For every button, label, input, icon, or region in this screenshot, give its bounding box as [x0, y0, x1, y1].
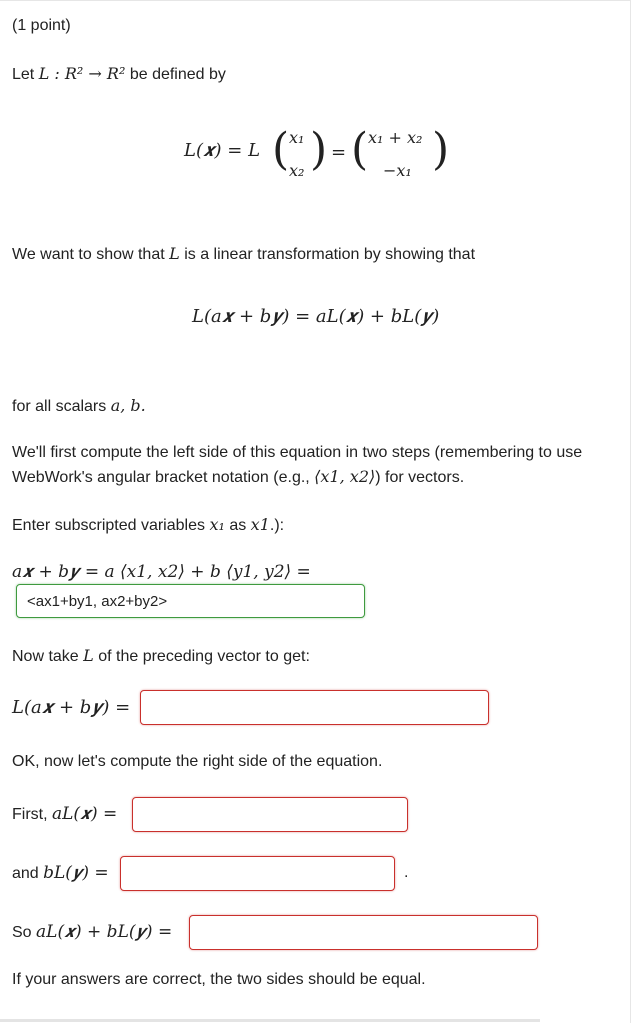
q3-answer-input[interactable] [132, 797, 408, 832]
subscript-note [12, 515, 284, 535]
plain-example: x1 [250, 515, 270, 534]
vector-in-x2: x₂ [289, 161, 305, 180]
q5-label: aL(𝒙) + bL(𝒚) = [36, 922, 173, 942]
scalars-line [12, 396, 146, 416]
paren-left-1: ( [272, 124, 290, 175]
subscript-text-2: as [224, 517, 251, 534]
q3-label-row [12, 804, 117, 824]
q3-label: aL(𝒙) = [52, 804, 118, 824]
subscript-example: x₁ [209, 515, 225, 534]
bracket-example: ⟨x1, x2⟩ [314, 467, 376, 486]
q2-intro-L: L [83, 646, 94, 665]
q5-answer-input[interactable] [189, 915, 538, 950]
q2-intro-text-end: of the preceding vector to get: [93, 648, 310, 665]
vector-out-row1: x₁ + x₂ [368, 128, 423, 147]
definition-lhs: L(𝒙) = L [184, 140, 261, 161]
q2-label: L(a𝒙 + b𝒚) = [12, 697, 131, 718]
paren-right-1: ) [310, 124, 328, 175]
q2-intro-text: Now take [12, 648, 84, 665]
bottom-divider [0, 1019, 540, 1022]
q2-answer-input[interactable] [140, 690, 489, 725]
linearity-equation: L(a𝒙 + b𝒚) = aL(𝒙) + bL(𝒚) [192, 306, 440, 327]
footer-note: If your answers are correct, the two sides should be equal. [12, 971, 426, 988]
paren-left-2: ( [351, 124, 369, 175]
definition-equals: = [331, 142, 347, 163]
points-label: (1 point) [12, 17, 71, 34]
right-side-intro: OK, now let's compute the right side of the equation. [12, 753, 383, 770]
steps-line-1: We'll first compute the left side of this equation in two steps (remembering to use [12, 444, 583, 461]
scalars-vars: a, b. [110, 396, 146, 415]
q1-answer-input[interactable] [16, 584, 365, 618]
steps-text: WebWork's angular bracket notation (e.g., [12, 469, 315, 486]
q4-label: bL(𝒚) = [43, 863, 109, 883]
steps-text-end: ) for vectors. [375, 469, 465, 486]
vector-in-x1: x₁ [289, 128, 305, 147]
intro-text: Let [12, 66, 39, 83]
scalars-text: for all scalars [12, 398, 111, 415]
q1-answer-value: <ax1+by1, ax2+by2> [27, 592, 168, 610]
q3-prefix: First, [12, 806, 52, 823]
vector-out-row2: −x₁ [383, 161, 412, 180]
q1-label: a𝒙 + b𝒚 = a ⟨x1, x2⟩ + b ⟨y1, y2⟩ = [12, 562, 311, 582]
q5-label-row [12, 922, 172, 942]
goal-L: L [169, 244, 180, 263]
goal-line [12, 244, 475, 264]
steps-line-2 [12, 467, 464, 487]
map-definition: L : R² → R² [38, 64, 126, 83]
q4-prefix: and [12, 865, 44, 882]
intro-line [12, 64, 226, 84]
paren-right-2: ) [432, 124, 450, 175]
q4-answer-input[interactable] [120, 856, 395, 891]
goal-text: We want to show that [12, 246, 170, 263]
goal-text-end: is a linear transformation by showing that [179, 246, 476, 263]
intro-text-end: be defined by [125, 66, 226, 83]
subscript-text: Enter subscripted variables [12, 517, 210, 534]
q4-period: . [404, 864, 409, 881]
subscript-text-3: .): [269, 517, 285, 534]
q4-label-row [12, 863, 109, 883]
q5-prefix: So [12, 924, 37, 941]
q2-intro [12, 646, 310, 666]
